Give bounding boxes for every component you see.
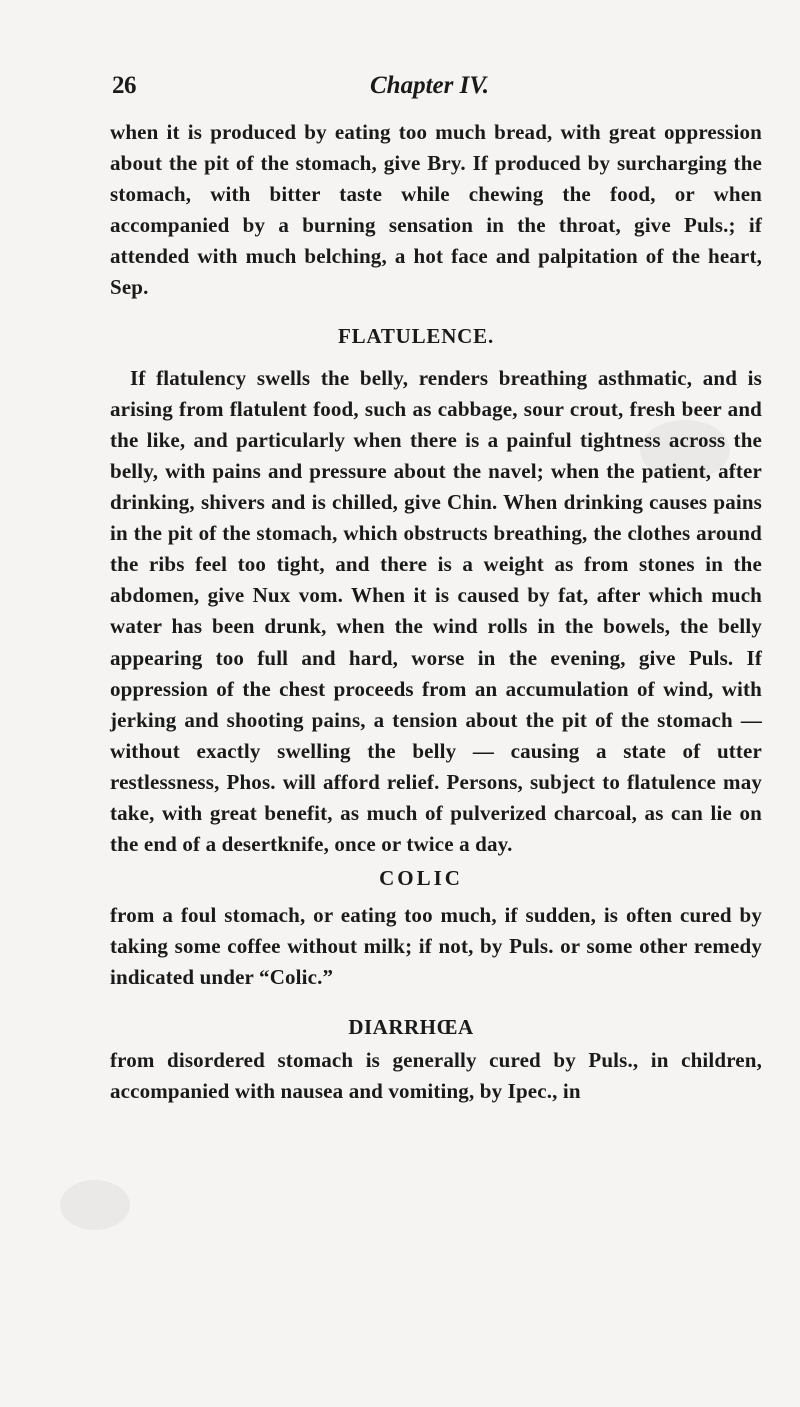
- intro-paragraph: when it is produced by eating too much bread, with great oppression about the pit of the stomach, give Bry. If produced by surcharging the stomach, with bitter taste while chewing the food, or when accompanied by a burning sensation in the throat, give Puls.; if attended with much belching, a hot face and palpitation of the heart, Sep.: [110, 120, 762, 300]
- heading-flatulence: FLATULENCE.: [337, 323, 494, 348]
- paragraph-colic: from a foul stomach, or eating too much, if sudden, is often cured by taking some coffee without milk; if not, by Puls. or some other remedy indicated under “Colic.”: [110, 903, 762, 990]
- paragraph-diarrhoea: from disordered stomach is generally cured by Puls., in children, accompanied with nausea and vomiting, by Ipec., in: [110, 1047, 762, 1103]
- body-text: [110, 117, 762, 1107]
- paragraph-flatulence: If flatulency swells the belly, renders breathing asthmatic, and is arising from flatulent food, such as cabbage, sour crout, fresh beer and the like, and particularly when there is a painful tightness across the belly, with pains and pressure about the navel; when the patient, after drinking, shivers and is chilled, give Chin. When drinking causes pains in the pit of the stomach, which obstructs breathing, the clothes around the ribs feel too tight, and there is a weight as from stones in the abdomen, give Nux vom. When it is caused by fat, after which much water has been drunk, when the wind rolls in the bowels, the belly appearing too full and hard, worse in the evening, give Puls. If oppression of the chest proceeds from an accumulation of wind, with jerking and shooting pains, a tension about the pit of the stomach — without exactly swelling the belly — causing a state of utter restlessness, Phos. will afford relief. Persons, subject to flatulence may take, with great benefit, as much of pulverized charcoal, as can lie on the end of a desertknife, once or twice a day.: [110, 365, 762, 857]
- page-header: [112, 72, 772, 112]
- running-head: Chapter IV.: [370, 72, 490, 99]
- heading-diarrhoea: DIARRHŒA: [348, 1014, 474, 1039]
- paper-smudge: [60, 1180, 130, 1230]
- page-number: 26: [112, 72, 136, 99]
- heading-colic: COLIC: [379, 866, 463, 891]
